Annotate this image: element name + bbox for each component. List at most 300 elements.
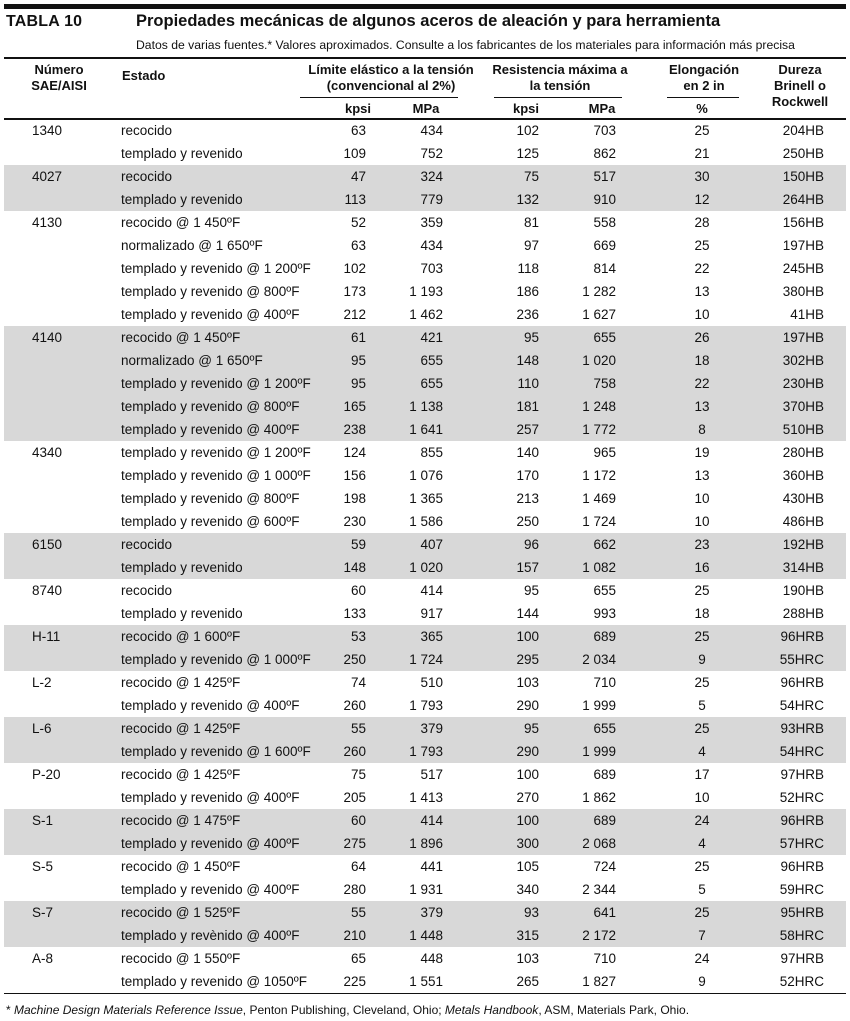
elongation-cell: 4 [698, 744, 706, 759]
table-row [4, 924, 846, 947]
hardness-cell: 96HRB [780, 629, 824, 644]
yield-kpsi-cell: 95 [350, 376, 366, 391]
hardness-cell: 97HRB [780, 951, 824, 966]
header-elongation-underline [667, 97, 739, 98]
tensile-kpsi-cell: 315 [516, 928, 539, 943]
footnote-tail: , ASM, Materials Park, Ohio. [538, 1003, 690, 1017]
elongation-cell: 16 [694, 560, 710, 575]
yield-mpa-cell: 517 [420, 767, 443, 782]
table-row [4, 602, 846, 625]
sae-number-cell: L-2 [32, 675, 52, 690]
yield-kpsi-cell: 225 [343, 974, 366, 989]
hardness-cell: 230HB [782, 376, 824, 391]
elongation-cell: 10 [694, 790, 710, 805]
tensile-kpsi-cell: 75 [523, 169, 539, 184]
yield-kpsi-cell: 210 [343, 928, 366, 943]
tensile-kpsi-cell: 300 [516, 836, 539, 851]
tensile-mpa-cell: 655 [593, 721, 616, 736]
tensile-mpa-cell: 669 [593, 238, 616, 253]
tensile-kpsi-cell: 100 [516, 629, 539, 644]
elongation-cell: 25 [694, 859, 710, 874]
yield-kpsi-cell: 74 [350, 675, 366, 690]
tensile-mpa-cell: 703 [593, 123, 616, 138]
elongation-cell: 13 [694, 468, 710, 483]
tensile-kpsi-cell: 148 [516, 353, 539, 368]
yield-kpsi-cell: 275 [343, 836, 366, 851]
hardness-cell: 52HRC [779, 974, 824, 989]
table-row [4, 234, 846, 257]
state-cell: templado y revenido [121, 192, 243, 207]
state-cell: recocido [121, 123, 173, 138]
state-cell: templado y revenido @ 1050ºF [121, 974, 307, 989]
table-row [4, 257, 846, 280]
elongation-cell: 26 [694, 330, 710, 345]
state-cell: templado y revenido @ 400ºF [121, 422, 300, 437]
hardness-cell: 96HRB [780, 675, 824, 690]
sae-number-cell: P-20 [32, 767, 61, 782]
tensile-kpsi-cell: 103 [516, 951, 539, 966]
header-tensile-underline [494, 97, 622, 98]
yield-mpa-cell: 421 [420, 330, 443, 345]
table-row [4, 855, 846, 878]
elongation-cell: 24 [694, 813, 710, 828]
state-cell: normalizado @ 1 650ºF [121, 238, 263, 253]
state-cell: templado y revenido @ 1 000ºF [121, 468, 311, 483]
footnote-ref-metals-handbook: Metals Handbook [444, 1003, 539, 1017]
yield-mpa-cell: 1 138 [409, 399, 443, 414]
tensile-mpa-cell: 1 248 [582, 399, 616, 414]
yield-kpsi-cell: 230 [343, 514, 366, 529]
yield-kpsi-cell: 173 [343, 284, 366, 299]
tensile-kpsi-cell: 110 [517, 376, 539, 391]
table-row [4, 786, 846, 809]
elongation-cell: 17 [694, 767, 710, 782]
state-cell: templado y revenido [121, 606, 243, 621]
table-row [4, 188, 846, 211]
sae-number-cell: 6150 [32, 537, 63, 552]
hardness-cell: 54HRC [779, 698, 824, 713]
yield-mpa-cell: 1 020 [409, 560, 443, 575]
yield-kpsi-cell: 250 [343, 652, 366, 667]
hardness-cell: 52HRC [779, 790, 824, 805]
state-cell: templado y revenido @ 400ºF [121, 790, 300, 805]
state-cell: templado y revenido @ 400ºF [121, 836, 300, 851]
sae-number-cell: 4027 [32, 169, 63, 184]
table-row [4, 832, 846, 855]
hardness-cell: 190HB [782, 583, 824, 598]
tensile-kpsi-cell: 290 [516, 698, 539, 713]
yield-mpa-cell: 855 [420, 445, 443, 460]
yield-kpsi-cell: 198 [343, 491, 366, 506]
sub-tensile-kpsi: kpsi [512, 101, 539, 116]
tensile-kpsi-cell: 170 [516, 468, 539, 483]
state-cell: templado y revenido @ 600ºF [121, 514, 300, 529]
table-body [4, 119, 846, 994]
yield-kpsi-cell: 65 [350, 951, 366, 966]
yield-mpa-cell: 779 [420, 192, 443, 207]
yield-kpsi-cell: 156 [343, 468, 366, 483]
yield-kpsi-cell: 133 [343, 606, 366, 621]
table-label: TABLA 10 [6, 13, 83, 30]
tensile-kpsi-cell: 103 [516, 675, 539, 690]
tensile-kpsi-cell: 102 [516, 123, 539, 138]
hardness-cell: 58HRC [779, 928, 824, 943]
yield-mpa-cell: 1 448 [409, 928, 443, 943]
header-hardness: Dureza Brinell o Rockwell [771, 62, 829, 109]
yield-mpa-cell: 414 [420, 813, 443, 828]
tensile-kpsi-cell: 290 [516, 744, 539, 759]
hardness-cell: 96HRB [780, 813, 824, 828]
yield-mpa-cell: 510 [420, 675, 443, 690]
state-cell: recocido @ 1 450ºF [121, 330, 241, 345]
yield-mpa-cell: 1 793 [409, 698, 443, 713]
table-row [4, 372, 846, 395]
yield-mpa-cell: 324 [420, 169, 443, 184]
state-cell: recocido [121, 169, 173, 184]
hardness-cell: 314HB [782, 560, 824, 575]
steel-group [4, 165, 846, 211]
state-cell: templado y revenido @ 800ºF [121, 399, 300, 414]
table-row [4, 326, 846, 349]
tensile-mpa-cell: 724 [593, 859, 616, 874]
yield-kpsi-cell: 165 [343, 399, 366, 414]
elongation-cell: 23 [694, 537, 710, 552]
tensile-mpa-cell: 1 627 [582, 307, 616, 322]
state-cell: recocido [121, 537, 173, 552]
yield-mpa-cell: 414 [420, 583, 443, 598]
tensile-kpsi-cell: 95 [523, 721, 539, 736]
elongation-cell: 30 [694, 169, 710, 184]
state-cell: templado y revenido @ 400ºF [121, 882, 300, 897]
tensile-mpa-cell: 1 772 [582, 422, 616, 437]
hardness-cell: 264HB [782, 192, 824, 207]
yield-kpsi-cell: 64 [350, 859, 366, 874]
yield-kpsi-cell: 260 [343, 698, 366, 713]
table-row [4, 487, 846, 510]
yield-kpsi-cell: 102 [343, 261, 366, 276]
yield-kpsi-cell: 61 [350, 330, 366, 345]
table-row [4, 303, 846, 326]
elongation-cell: 4 [698, 836, 706, 851]
yield-mpa-cell: 365 [420, 629, 443, 644]
elongation-cell: 10 [694, 491, 710, 506]
steel-group [4, 211, 846, 326]
elongation-cell: 25 [694, 721, 710, 736]
header-yield-underline [300, 97, 458, 98]
state-cell: templado y revenido @ 1 200ºF [121, 445, 311, 460]
elongation-cell: 12 [694, 192, 710, 207]
sub-yield-mpa: MPa [412, 101, 440, 116]
state-cell: templado y revenido @ 1 600ºF [121, 744, 311, 759]
sub-yield-kpsi: kpsi [344, 101, 371, 116]
hardness-cell: 41HB [790, 307, 824, 322]
steel-group [4, 579, 846, 625]
hardness-cell: 380HB [782, 284, 824, 299]
state-cell: recocido [121, 583, 173, 598]
tensile-mpa-cell: 517 [593, 169, 616, 184]
steel-group [4, 326, 846, 441]
tensile-kpsi-cell: 157 [516, 560, 539, 575]
hardness-cell: 486HB [782, 514, 824, 529]
elongation-cell: 28 [694, 215, 710, 230]
yield-kpsi-cell: 205 [343, 790, 366, 805]
steel-group [4, 855, 846, 901]
yield-mpa-cell: 1 193 [409, 284, 443, 299]
table-title: Propiedades mecánicas de algunos aceros de aleación y para herramienta [136, 12, 721, 30]
tensile-mpa-cell: 1 082 [582, 560, 616, 575]
hardness-cell: 156HB [782, 215, 824, 230]
yield-mpa-cell: 407 [420, 537, 443, 552]
elongation-cell: 25 [694, 123, 710, 138]
state-cell: recocido @ 1 600ºF [121, 629, 241, 644]
hardness-cell: 360HB [782, 468, 824, 483]
tensile-mpa-cell: 689 [593, 767, 616, 782]
tensile-mpa-cell: 641 [593, 905, 616, 920]
tensile-mpa-cell: 710 [593, 675, 616, 690]
elongation-cell: 24 [694, 951, 710, 966]
elongation-cell: 19 [694, 445, 710, 460]
hardness-cell: 510HB [782, 422, 824, 437]
tensile-kpsi-cell: 236 [516, 307, 539, 322]
hardness-cell: 55HRC [779, 652, 824, 667]
elongation-cell: 25 [694, 905, 710, 920]
tensile-kpsi-cell: 270 [516, 790, 539, 805]
yield-kpsi-cell: 238 [343, 422, 366, 437]
elongation-cell: 22 [694, 376, 710, 391]
hardness-cell: 95HRB [780, 905, 824, 920]
table-row [4, 671, 846, 694]
yield-mpa-cell: 1 413 [409, 790, 443, 805]
yield-mpa-cell: 434 [420, 123, 443, 138]
table-row [4, 119, 846, 142]
state-cell: templado y revenido @ 1 200ºF [121, 261, 311, 276]
sae-number-cell: S-7 [32, 905, 54, 920]
elongation-cell: 5 [698, 698, 706, 713]
yield-mpa-cell: 1 931 [409, 882, 443, 897]
state-cell: recocido @ 1 450ºF [121, 215, 241, 230]
elongation-cell: 21 [694, 146, 710, 161]
sae-number-cell: S-1 [32, 813, 54, 828]
tensile-mpa-cell: 2 172 [582, 928, 616, 943]
yield-mpa-cell: 655 [420, 353, 443, 368]
yield-kpsi-cell: 280 [343, 882, 366, 897]
yield-kpsi-cell: 53 [350, 629, 366, 644]
elongation-cell: 18 [694, 606, 710, 621]
tensile-mpa-cell: 1 999 [582, 698, 616, 713]
elongation-cell: 25 [694, 675, 710, 690]
yield-kpsi-cell: 260 [343, 744, 366, 759]
tensile-mpa-cell: 1 827 [582, 974, 616, 989]
hardness-cell: 93HRB [780, 721, 824, 736]
state-cell: templado y revenido @ 800ºF [121, 284, 300, 299]
yield-mpa-cell: 379 [420, 721, 443, 736]
hardness-cell: 197HB [782, 330, 824, 345]
table-row [4, 970, 846, 993]
sae-number-cell: 4130 [32, 215, 63, 230]
yield-mpa-cell: 1 641 [409, 422, 443, 437]
yield-mpa-cell: 703 [420, 261, 443, 276]
yield-kpsi-cell: 47 [350, 169, 366, 184]
tensile-mpa-cell: 689 [593, 629, 616, 644]
state-cell: templado y revenido @ 800ºF [121, 491, 300, 506]
sae-number-cell: H-11 [32, 629, 61, 644]
table-row [4, 809, 846, 832]
steel-group [4, 119, 846, 165]
yield-mpa-cell: 441 [420, 859, 443, 874]
yield-kpsi-cell: 95 [350, 353, 366, 368]
hardness-cell: 59HRC [779, 882, 824, 897]
elongation-cell: 10 [694, 307, 710, 322]
tensile-kpsi-cell: 250 [516, 514, 539, 529]
elongation-cell: 13 [694, 284, 710, 299]
yield-kpsi-cell: 124 [343, 445, 366, 460]
elongation-cell: 18 [694, 353, 710, 368]
tensile-kpsi-cell: 257 [516, 422, 539, 437]
hardness-cell: 430HB [782, 491, 824, 506]
steel-group [4, 533, 846, 579]
elongation-cell: 13 [694, 399, 710, 414]
yield-mpa-cell: 1 551 [409, 974, 443, 989]
yield-mpa-cell: 752 [420, 146, 443, 161]
tensile-mpa-cell: 2 068 [582, 836, 616, 851]
tensile-mpa-cell: 1 469 [582, 491, 616, 506]
hardness-cell: 192HB [782, 537, 824, 552]
hardness-cell: 302HB [782, 353, 824, 368]
tensile-kpsi-cell: 95 [523, 583, 539, 598]
tensile-mpa-cell: 2 034 [582, 652, 616, 667]
header-state: Estado [122, 68, 166, 83]
yield-mpa-cell: 1 462 [409, 307, 443, 322]
yield-kpsi-cell: 55 [350, 905, 366, 920]
hardness-cell: 288HB [782, 606, 824, 621]
elongation-cell: 10 [694, 514, 710, 529]
state-cell: templado y revenido @ 1 200ºF [121, 376, 311, 391]
yield-mpa-cell: 1 365 [409, 491, 443, 506]
footnote-star: * [6, 1003, 15, 1017]
hardness-cell: 280HB [782, 445, 824, 460]
yield-kpsi-cell: 55 [350, 721, 366, 736]
footnote-mid: , Penton Publishing, Cleveland, Ohio; [242, 1003, 445, 1017]
sae-number-cell: S-5 [32, 859, 54, 874]
yield-kpsi-cell: 109 [343, 146, 366, 161]
yield-mpa-cell: 917 [420, 606, 443, 621]
state-cell: recocido @ 1 525ºF [121, 905, 241, 920]
tensile-mpa-cell: 662 [593, 537, 616, 552]
table-row [4, 142, 846, 165]
state-cell: templado y revenido @ 400ºF [121, 307, 300, 322]
tensile-kpsi-cell: 295 [516, 652, 539, 667]
sae-number-cell: A-8 [32, 951, 54, 966]
tensile-mpa-cell: 655 [593, 330, 616, 345]
yield-mpa-cell: 359 [420, 215, 443, 230]
elongation-cell: 5 [698, 882, 706, 897]
tensile-mpa-cell: 1 862 [582, 790, 616, 805]
table-row [4, 740, 846, 763]
steel-group [4, 947, 846, 994]
state-cell: recocido @ 1 450ºF [121, 859, 241, 874]
hardness-cell: 150HB [782, 169, 824, 184]
yield-kpsi-cell: 113 [344, 192, 366, 207]
steel-group [4, 671, 846, 717]
yield-kpsi-cell: 148 [343, 560, 366, 575]
table-row [4, 648, 846, 671]
state-cell: templado y revenido [121, 146, 243, 161]
state-cell: recocido @ 1 425ºF [121, 675, 241, 690]
table-row [4, 280, 846, 303]
tensile-mpa-cell: 1 172 [582, 468, 616, 483]
yield-kpsi-cell: 59 [350, 537, 366, 552]
table-row [4, 763, 846, 786]
table-row [4, 625, 846, 648]
tensile-kpsi-cell: 140 [516, 445, 539, 460]
state-cell: recocido @ 1 475ºF [121, 813, 241, 828]
steel-group [4, 763, 846, 809]
tensile-mpa-cell: 1 724 [582, 514, 616, 529]
tensile-mpa-cell: 1 999 [582, 744, 616, 759]
elongation-cell: 7 [698, 928, 706, 943]
tensile-kpsi-cell: 95 [523, 330, 539, 345]
tensile-kpsi-cell: 186 [516, 284, 539, 299]
table-row [4, 464, 846, 487]
header-top-rule [4, 57, 846, 59]
tensile-kpsi-cell: 340 [516, 882, 539, 897]
sae-number-cell: 4140 [32, 330, 63, 345]
tensile-mpa-cell: 758 [593, 376, 616, 391]
state-cell: recocido @ 1 550ºF [121, 951, 241, 966]
tensile-kpsi-cell: 125 [516, 146, 539, 161]
table-row [4, 418, 846, 441]
hardness-cell: 250HB [782, 146, 824, 161]
tensile-mpa-cell: 558 [593, 215, 616, 230]
hardness-cell: 197HB [782, 238, 824, 253]
footnote [6, 1003, 689, 1017]
tensile-kpsi-cell: 181 [516, 399, 539, 414]
yield-mpa-cell: 1 793 [409, 744, 443, 759]
tensile-mpa-cell: 1 282 [582, 284, 616, 299]
table-row [4, 579, 846, 602]
state-cell: templado y revenido [121, 560, 243, 575]
elongation-cell: 9 [698, 974, 706, 989]
table-row [4, 441, 846, 464]
table-row [4, 510, 846, 533]
tensile-kpsi-cell: 144 [516, 606, 539, 621]
table-row [4, 717, 846, 740]
table-row [4, 211, 846, 234]
tensile-mpa-cell: 910 [593, 192, 616, 207]
header-elongation: Elongación en 2 in [668, 62, 740, 93]
yield-mpa-cell: 1 586 [409, 514, 443, 529]
yield-kpsi-cell: 60 [350, 583, 366, 598]
elongation-cell: 8 [698, 422, 706, 437]
tensile-kpsi-cell: 96 [523, 537, 539, 552]
elongation-cell: 9 [698, 652, 706, 667]
steel-group [4, 901, 846, 947]
yield-mpa-cell: 434 [420, 238, 443, 253]
header-tensile: Resistencia máxima a la tensión [492, 62, 628, 93]
sae-number-cell: L-6 [32, 721, 52, 736]
yield-kpsi-cell: 52 [350, 215, 366, 230]
tensile-mpa-cell: 862 [593, 146, 616, 161]
yield-kpsi-cell: 75 [350, 767, 366, 782]
yield-kpsi-cell: 212 [343, 307, 366, 322]
yield-mpa-cell: 1 724 [409, 652, 443, 667]
yield-mpa-cell: 655 [420, 376, 443, 391]
table-row [4, 533, 846, 556]
table-row [4, 947, 846, 970]
table-row [4, 395, 846, 418]
yield-kpsi-cell: 63 [350, 123, 366, 138]
tensile-kpsi-cell: 100 [516, 813, 539, 828]
